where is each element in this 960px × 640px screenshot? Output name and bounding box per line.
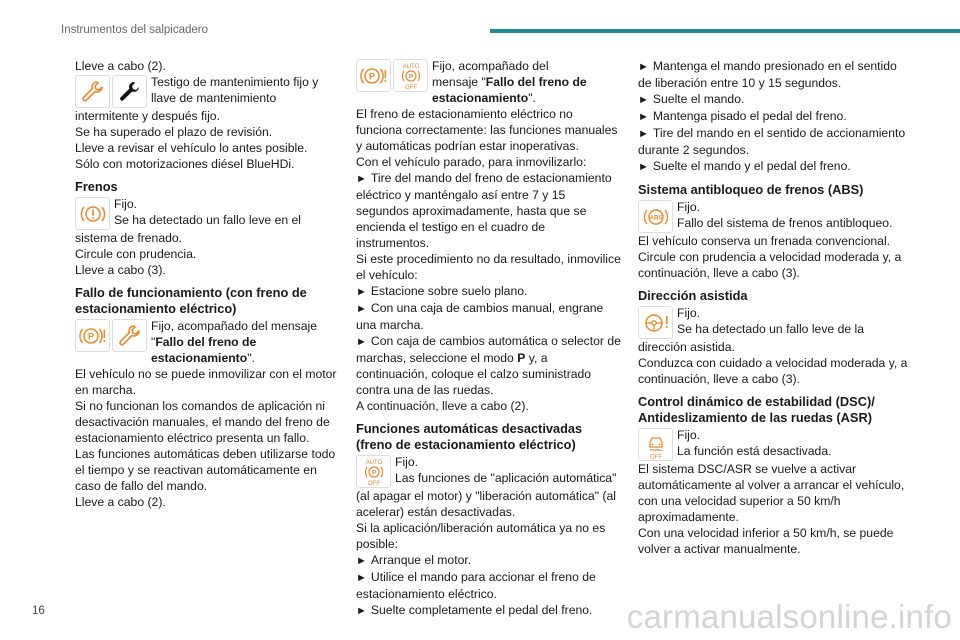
text: dirección asistida. bbox=[638, 340, 735, 354]
off-label: OFF bbox=[404, 84, 417, 91]
text: Se ha superado el plazo de revisión. bbox=[75, 125, 273, 139]
message-text: Fallo del freno de estacionamiento bbox=[151, 335, 257, 365]
text: Si la aplicación/liberación automática ya no es posible: bbox=[356, 521, 606, 551]
text: Suelte completamente el pedal del freno. bbox=[370, 603, 593, 617]
watermark: carmanualsonline.info bbox=[626, 598, 952, 635]
section-heading: Sistema antibloqueo de frenos (ABS) bbox=[638, 182, 864, 197]
auto-off-icon bbox=[356, 455, 391, 488]
off-label: OFF bbox=[367, 480, 380, 487]
text: sistema de frenado. bbox=[75, 231, 183, 245]
text: Estacione sobre suelo plano. bbox=[370, 284, 528, 298]
text: ". bbox=[528, 91, 536, 105]
text: Con una caja de cambios manual, engrane una marcha. bbox=[356, 301, 604, 332]
page-header-title: Instrumentos del salpicadero bbox=[61, 24, 209, 36]
text: " bbox=[151, 335, 156, 349]
bullet-arrow-icon: ► bbox=[356, 605, 367, 617]
wrench-outline-icon bbox=[75, 75, 110, 108]
text: llave de mantenimiento bbox=[151, 91, 277, 105]
text: Con el vehículo parado, para inmovilizarlo: bbox=[356, 155, 587, 169]
steering-warning-row bbox=[638, 305, 908, 339]
bullet-arrow-icon: ► bbox=[356, 555, 367, 567]
bullet-item bbox=[356, 283, 621, 300]
text: Lleve a cabo (3). bbox=[75, 263, 166, 277]
text: El sistema DSC/ASR se vuelve a activar automáticamente al volver a arrancar el vehículo, con una velocidad superior a 50 km/h aproximadamente. bbox=[638, 462, 905, 524]
text: Con una velocidad inferior a 50 km/h, se puede volver a activar manualmente. bbox=[638, 526, 894, 556]
text: Utilice el mando para accionar el freno de estacionamiento eléctrico. bbox=[356, 570, 596, 601]
parking-brake-icon bbox=[75, 319, 110, 352]
text: Lleve a revisar el vehículo lo antes posible. bbox=[75, 141, 308, 155]
text: Circule con prudencia a velocidad moderada y, a continuación, lleve a cabo (3). bbox=[638, 250, 902, 280]
text: Fijo. bbox=[114, 197, 138, 211]
bullet-item bbox=[356, 602, 621, 619]
bullet-arrow-icon: ► bbox=[356, 572, 367, 584]
dsc-off-icon bbox=[638, 428, 673, 461]
abs-label: ABS bbox=[649, 214, 662, 221]
text: La función está desactivada. bbox=[677, 444, 832, 458]
column-1 bbox=[75, 58, 340, 510]
text: Suelte el mando y el pedal del freno. bbox=[652, 159, 851, 173]
parking-brake-fault-row bbox=[356, 58, 621, 106]
text: Tire del mando del freno de estacionamiento eléctrico y manténgalo así entre 7 y 15 segundos aproximadamente, hasta que se encienda el testigo en el cuadro de instrumentos. bbox=[356, 171, 612, 250]
bullet-arrow-icon: ► bbox=[356, 303, 367, 315]
steering-warning-icon bbox=[638, 306, 673, 339]
section-heading: Fallo de funcionamiento (con freno de estacionamiento eléctrico) bbox=[75, 285, 307, 316]
bullet-item bbox=[356, 300, 621, 333]
text: Mantenga el mando presionado en el sentido de liberación entre 10 y 15 segundos. bbox=[638, 59, 897, 90]
text: Tire del mando en el sentido de accionamiento durante 2 segundos. bbox=[638, 126, 906, 157]
text: Mantenga pisado el pedal del freno. bbox=[652, 109, 847, 123]
bullet-arrow-icon: ► bbox=[356, 336, 367, 348]
wrench-outline-icon bbox=[112, 319, 147, 352]
column-2 bbox=[356, 58, 621, 619]
bullet-item bbox=[356, 552, 621, 569]
bullet-arrow-icon: ► bbox=[638, 94, 649, 106]
auto-label: AUTO bbox=[365, 459, 382, 466]
text: El vehículo conserva un frenada convencional. bbox=[638, 234, 891, 248]
bullet-arrow-icon: ► bbox=[356, 286, 367, 298]
dsc-off-row bbox=[638, 427, 908, 461]
text: Fijo, acompañado del bbox=[432, 59, 549, 73]
text: Si este procedimiento no da resultado, inmovilice el vehículo: bbox=[356, 252, 621, 282]
text: Con caja de cambios automática o selector de marchas, seleccione el modo bbox=[356, 334, 621, 365]
text: Sólo con motorizaciones diésel BlueHDi. bbox=[75, 157, 295, 171]
text: Se ha detectado un fallo leve en el bbox=[114, 213, 302, 227]
gear-mode: P bbox=[517, 351, 526, 365]
column-3 bbox=[638, 58, 908, 557]
svg-text:P: P bbox=[87, 331, 94, 341]
bullet-item bbox=[356, 569, 621, 602]
svg-text:P: P bbox=[371, 469, 376, 476]
maintenance-warning-row bbox=[75, 74, 340, 108]
bullet-item bbox=[356, 170, 621, 251]
text: Fijo, acompañado del mensaje bbox=[151, 319, 317, 333]
section-heading: Dirección asistida bbox=[638, 288, 748, 303]
text: Se ha detectado un fallo leve de la bbox=[677, 322, 865, 336]
text: Fijo. bbox=[395, 455, 419, 469]
text: (al apagar el motor) y "liberación automática" (al acelerar) están desactivadas. bbox=[356, 489, 616, 519]
text: Testigo de mantenimiento fijo y bbox=[151, 75, 319, 89]
section-heading: Control dinámico de estabilidad (DSC)/ Antideslizamiento de las ruedas (ASR) bbox=[638, 394, 875, 425]
abs-icon bbox=[638, 200, 673, 233]
text: Lleve a cabo (2). bbox=[75, 59, 166, 73]
bullet-item bbox=[638, 108, 908, 125]
brake-warning-icon bbox=[75, 197, 110, 230]
abs-warning-row bbox=[638, 199, 908, 233]
page-number: 16 bbox=[32, 605, 45, 617]
svg-text:P: P bbox=[368, 71, 375, 81]
bullet-item bbox=[638, 158, 908, 175]
svg-text:P: P bbox=[408, 73, 413, 80]
text: Las funciones de "aplicación automática" bbox=[395, 471, 617, 485]
brake-warning-row bbox=[75, 196, 340, 230]
text: Lleve a cabo (2). bbox=[75, 495, 166, 509]
bullet-item bbox=[638, 125, 908, 158]
text: Circule con prudencia. bbox=[75, 247, 197, 261]
text: Fijo. bbox=[677, 428, 701, 442]
auto-off-icon bbox=[393, 59, 428, 92]
wrench-solid-icon bbox=[112, 75, 147, 108]
bullet-arrow-icon: ► bbox=[638, 128, 649, 140]
auto-label: AUTO bbox=[402, 63, 419, 70]
auto-functions-row bbox=[356, 454, 621, 488]
text: El freno de estacionamiento eléctrico no funciona correctamente: las funciones manuales y automáticas podrían estar inoperativas. bbox=[356, 107, 618, 153]
parking-brake-icon bbox=[356, 59, 391, 92]
text: Las funciones automáticas deben utilizarse todo el tiempo y se reactivan automáticamente en caso de fallo del mando. bbox=[75, 447, 336, 493]
text: A continuación, lleve a cabo (2). bbox=[356, 399, 529, 413]
bullet-item bbox=[638, 91, 908, 108]
text: intermitente y después fijo. bbox=[75, 109, 220, 123]
text: Fijo. bbox=[677, 306, 701, 320]
bullet-item bbox=[356, 333, 621, 398]
off-label: OFF bbox=[649, 454, 662, 460]
section-heading: Frenos bbox=[75, 179, 118, 194]
bullet-arrow-icon: ► bbox=[638, 111, 649, 123]
text: y, a continuación, coloque el calzo suministrado contra una de las ruedas. bbox=[356, 351, 592, 397]
bullet-arrow-icon: ► bbox=[356, 173, 367, 185]
text: Si no funcionan los comandos de aplicación ni desactivación manuales, el mando del freno de estacionamiento eléctrico presenta un fallo. bbox=[75, 399, 330, 445]
message-text: Fallo del freno de estacionamiento bbox=[432, 75, 587, 105]
text: mensaje " bbox=[432, 75, 486, 89]
header-accent-bar bbox=[490, 29, 960, 33]
bullet-arrow-icon: ► bbox=[638, 161, 649, 173]
text: Conduzca con cuidado a velocidad moderada y, a continuación, lleve a cabo (3). bbox=[638, 356, 908, 386]
parking-brake-fault-row bbox=[75, 318, 340, 366]
section-heading: Funciones automáticas desactivadas (freno de estacionamiento eléctrico) bbox=[356, 421, 583, 452]
text: ". bbox=[247, 351, 255, 365]
text: El vehículo no se puede inmovilizar con el motor en marcha. bbox=[75, 367, 337, 397]
text: Fallo del sistema de frenos antibloqueo. bbox=[677, 216, 893, 230]
bullet-item bbox=[638, 58, 908, 91]
text: Suelte el mando. bbox=[652, 92, 745, 106]
text: Arranque el motor. bbox=[370, 553, 472, 567]
bullet-arrow-icon: ► bbox=[638, 61, 649, 73]
text: Fijo. bbox=[677, 200, 701, 214]
